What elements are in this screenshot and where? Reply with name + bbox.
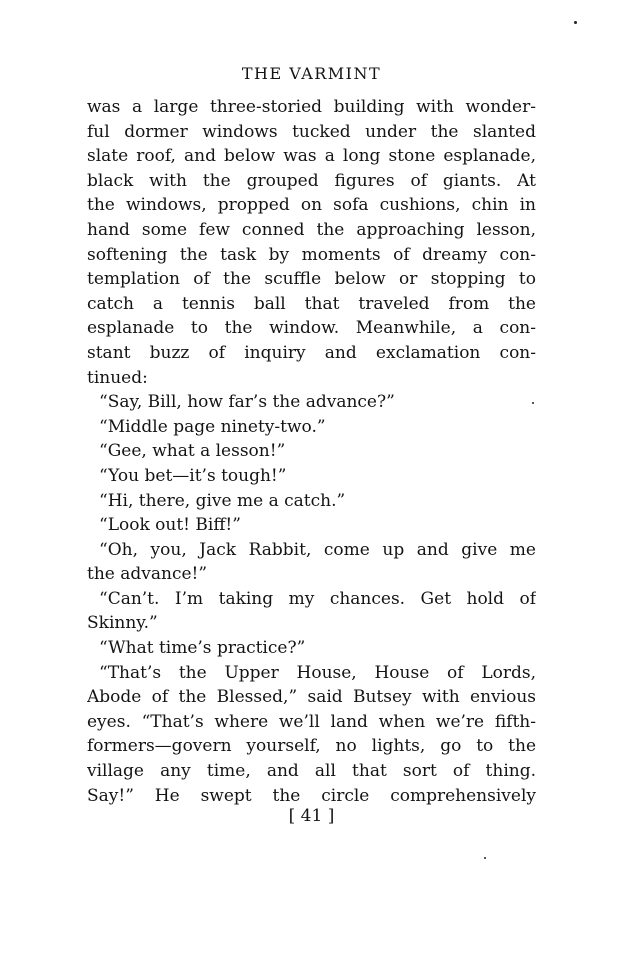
- dialogue-line: “Hi, there, give me a catch.”: [99, 490, 346, 511]
- page-number: [ 41 ]: [288, 806, 335, 826]
- dialogue-line: “You bet—it’s tough!”: [99, 465, 287, 486]
- running-head: THE VARMINT: [241, 64, 382, 83]
- dialogue-line: “That’s the Upper House, House of Lords,: [99, 662, 536, 683]
- dialogue-line: “Gee, what a lesson!”: [99, 441, 286, 462]
- print-speck: [532, 402, 534, 404]
- dialogue-line: “Oh, you, Jack Rabbit, come up and give me: [99, 539, 536, 560]
- text-line: templation of the scuffle below or stopping to: [87, 269, 536, 290]
- print-speck: [484, 857, 486, 859]
- text-line: the advance!”: [87, 564, 208, 585]
- dialogue-line: “What time’s practice?”: [99, 638, 306, 659]
- text-line: Skinny.”: [87, 613, 158, 634]
- text-line: catch a tennis ball that traveled from the: [87, 293, 536, 314]
- print-speck: [574, 21, 577, 24]
- text-line: esplanade to the window. Meanwhile, a con-: [87, 318, 536, 339]
- dialogue-line: “Can’t. I’m taking my chances. Get hold of: [99, 588, 536, 609]
- text-line: black with the grouped figures of giants. At: [87, 170, 536, 191]
- dialogue-line: “Look out! Biff!”: [99, 515, 241, 536]
- body-text: [87, 95, 536, 808]
- text-line: formers—govern yourself, no lights, go to the: [87, 736, 536, 757]
- text-line: stant buzz of inquiry and exclamation con-: [87, 342, 536, 363]
- text-line: was a large three-storied building with wonder-: [87, 97, 536, 117]
- text-line: eyes. “That’s where we’ll land when we’re fifth-: [87, 711, 536, 732]
- text-line: the windows, propped on sofa cushions, chin in: [87, 195, 536, 216]
- dialogue-line: “Middle page ninety-two.”: [99, 416, 326, 437]
- text-line: softening the task by moments of dreamy con-: [87, 244, 536, 265]
- text-line: hand some few conned the approaching lesson,: [87, 219, 536, 240]
- text-line: Say!” He swept the circle comprehensively: [87, 785, 536, 806]
- text-line: Abode of the Blessed,” said Butsey with envious: [87, 687, 536, 708]
- text-line: slate roof, and below was a long stone esplanade,: [87, 146, 536, 167]
- text-line: tinued:: [87, 367, 148, 388]
- text-line: village any time, and all that sort of thing.: [87, 761, 536, 782]
- dialogue-line: “Say, Bill, how far’s the advance?”: [99, 392, 395, 413]
- text-line: ful dormer windows tucked under the slanted: [87, 121, 536, 142]
